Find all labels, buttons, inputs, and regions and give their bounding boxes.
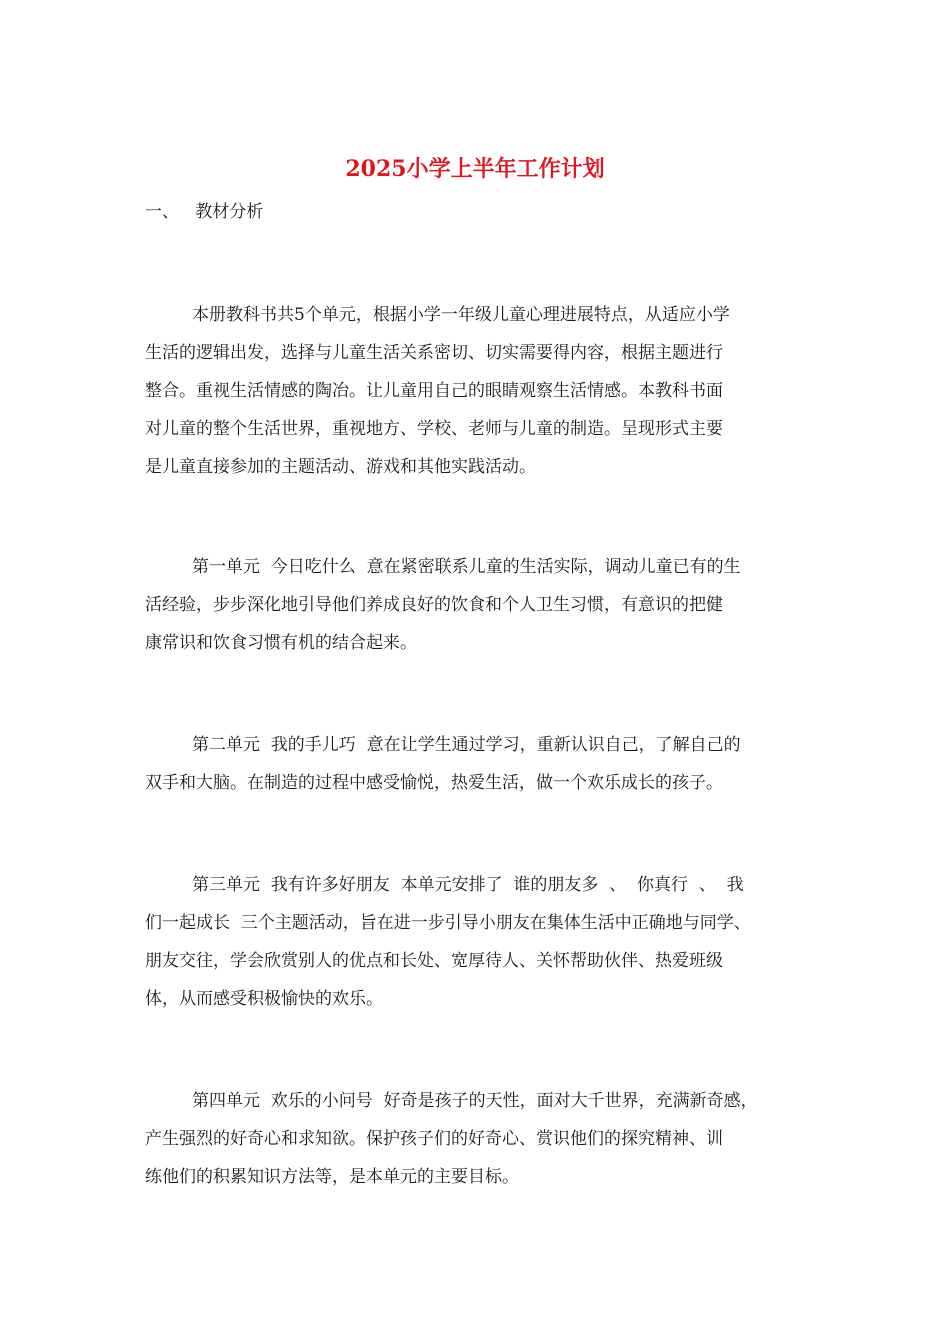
paragraph-unit-2 [145,726,835,802]
paragraph-line: 第四单元 欢乐的小问号 好奇是孩子的天性，面对大千世界，充满新奇感， [192,1091,758,1111]
paragraph-line: 体，从而感受积极愉快的欢乐。 [145,989,383,1009]
paragraph-line: 们一起成长 三个主题活动，旨在进一步引导小朋友在集体生活中正确地与同学、 [145,913,751,933]
paragraph-line: 生活的逻辑出发，选择与儿童生活关系密切、切实需要得内容，根据主题进行 [145,343,723,363]
paragraph-line: 第二单元 我的手儿巧 意在让学生通过学习，重新认识自己，了解自己的 [192,735,741,755]
paragraph-line: 活经验，步步深化地引导他们养成良好的饮食和个人卫生习惯，有意识的把健 [145,595,723,615]
section-heading: 一、 教材分析 [145,202,264,222]
paragraph-line: 第三单元 我有许多好朋友 本单元安排了 谁的朋友多 、 你真行 、 我 [192,875,744,895]
paragraph-line: 双手和大脑。在制造的过程中感受愉悦，热爱生活，做一个欢乐成长的孩子。 [145,773,723,793]
paragraph-line: 康常识和饮食习惯有机的结合起来。 [145,633,417,653]
paragraph-textbook-overview [145,296,835,486]
paragraph-unit-1 [145,548,835,662]
paragraph-line: 本册教科书共5个单元，根据小学一年级儿童心理进展特点，从适应小学 [192,305,730,325]
document-title: 2025小学上半年工作计划 [345,156,605,182]
paragraph-line: 朋友交往，学会欣赏别人的优点和长处、宽厚待人、关怀帮助伙伴、热爱班级 [145,951,723,971]
paragraph-line: 整合。重视生活情感的陶冶。让儿童用自己的眼睛观察生活情感。本教科书面 [145,381,723,401]
paragraph-line: 练他们的积累知识方法等，是本单元的主要目标。 [145,1167,519,1187]
paragraph-line: 产生强烈的好奇心和求知欲。保护孩子们的好奇心、赏识他们的探究精神、训 [145,1129,723,1149]
paragraph-line: 对儿童的整个生活世界，重视地方、学校、老师与儿童的制造。呈现形式主要 [145,419,723,439]
paragraph-unit-3 [145,866,835,1018]
paragraph-line: 第一单元 今日吃什么 意在紧密联系儿童的生活实际，调动儿童已有的生 [192,557,741,577]
paragraph-line: 是儿童直接参加的主题活动、游戏和其他实践活动。 [145,457,536,477]
paragraph-unit-4 [145,1082,835,1196]
